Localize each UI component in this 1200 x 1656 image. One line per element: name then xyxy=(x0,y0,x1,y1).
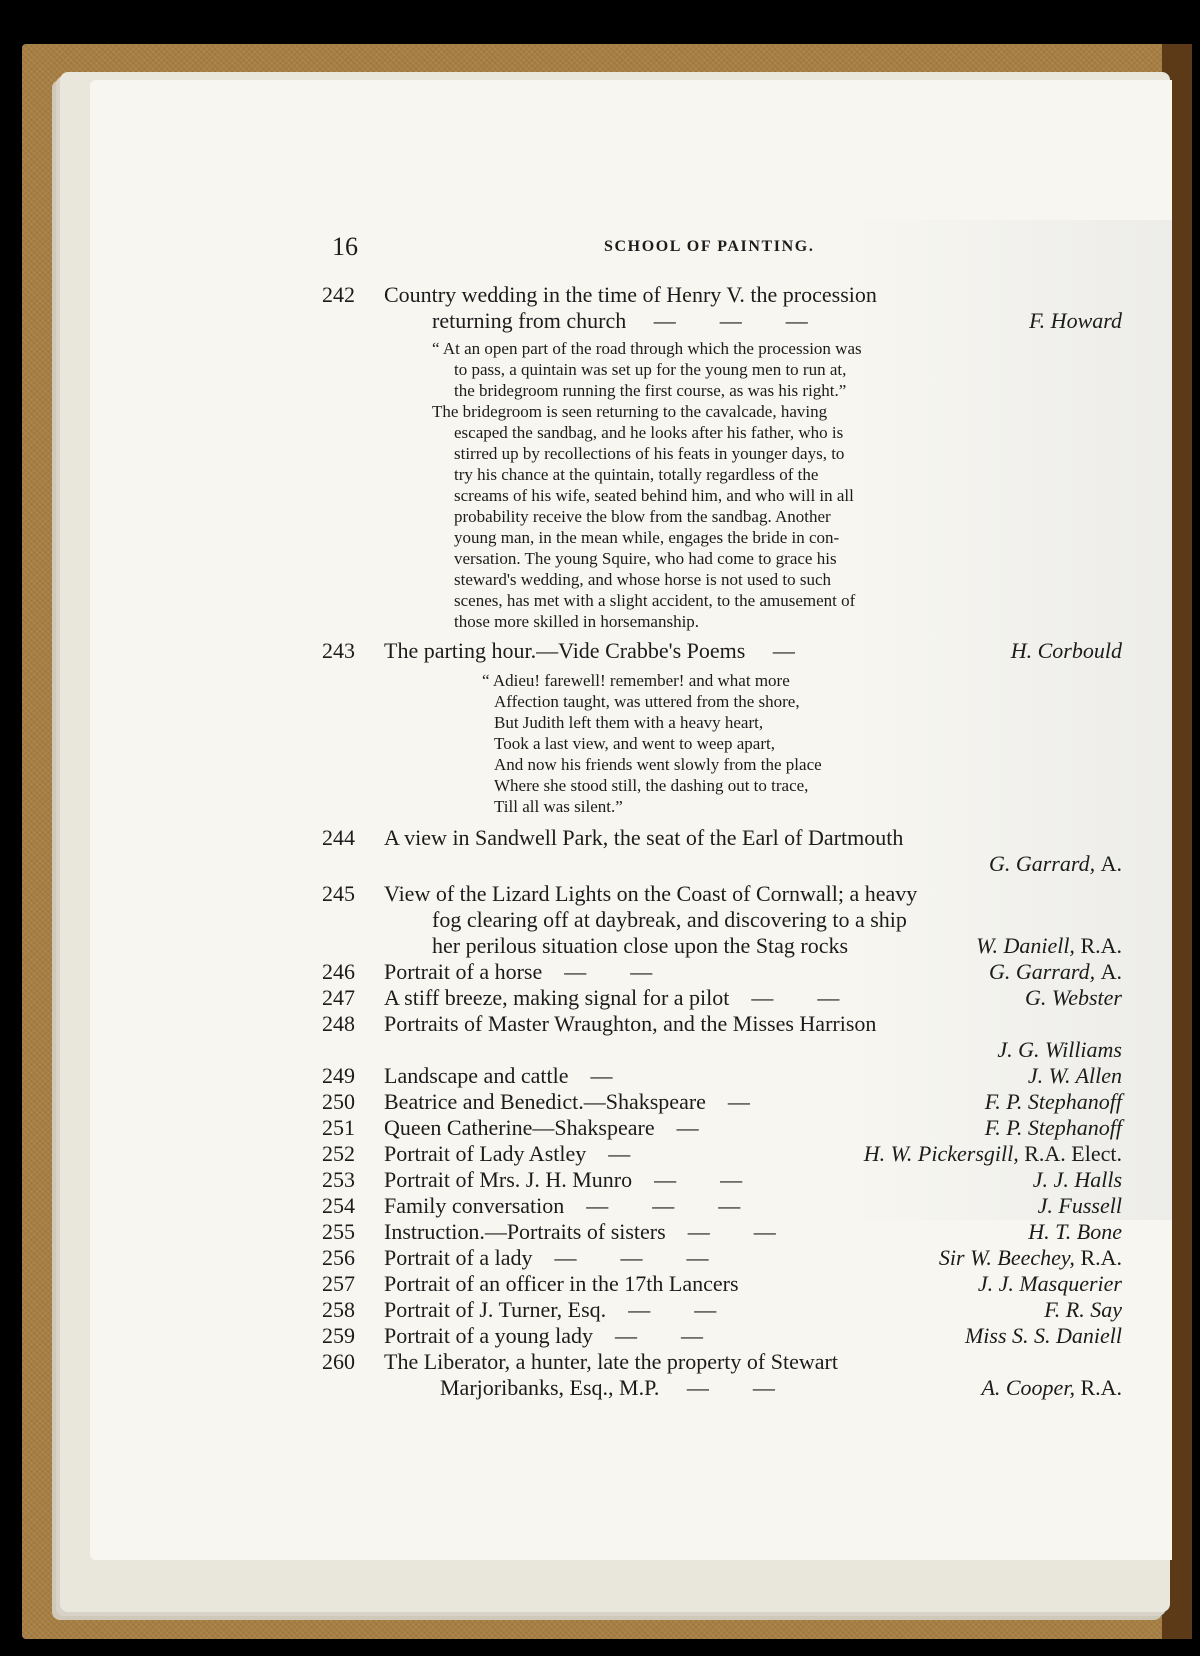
entry-247: 247 A stiff breeze, making signal for a pilot — — G. Webster xyxy=(322,985,1122,1010)
entry-artist: J. G. Williams xyxy=(997,1037,1122,1062)
entry-249: 249 Landscape and cattle — J. W. Allen xyxy=(322,1063,1122,1088)
entry-artist: G. Garrard, A. xyxy=(988,959,1122,984)
entry-artist: J. Fussell xyxy=(1037,1193,1122,1218)
entry-title: Portrait of Lady Astley xyxy=(384,1141,587,1166)
entry-title: A stiff breeze, making signal for a pilot xyxy=(384,985,730,1010)
entry-artist: J. J. Halls xyxy=(1032,1167,1122,1192)
entry-242 xyxy=(322,282,1122,334)
entry-title: View of the Lizard Lights on the Coast of Cornwall; a heavy xyxy=(384,881,918,906)
entry-artist: A. Cooper, R.A. xyxy=(981,1375,1122,1400)
entry-artist: F. P. Stephanoff xyxy=(984,1115,1122,1140)
entry-artist: H. T. Bone xyxy=(1028,1219,1122,1244)
entry-number: 242 xyxy=(322,282,355,307)
entry-243: 243 The parting hour.—Vide Crabbe's Poems — H. Corbould xyxy=(322,638,1122,663)
entry-artist: J. W. Allen xyxy=(1027,1063,1122,1088)
entry-artist: F. Howard xyxy=(1029,308,1122,333)
entry-253: 253 Portrait of Mrs. J. H. Munro — — J. J. Halls xyxy=(322,1167,1122,1192)
entry-257: 257 Portrait of an officer in the 17th Lancers J. J. Masquerier xyxy=(322,1271,1122,1296)
entry-title: Queen Catherine—Shakspeare xyxy=(384,1115,655,1140)
entry-artist: W. Daniell, R.A. xyxy=(976,933,1122,958)
entry-251: 251 Queen Catherine—Shakspeare — F. P. Stephanoff xyxy=(322,1115,1122,1140)
entry-artist: F. R. Say xyxy=(1044,1297,1122,1322)
entry-number: 245 xyxy=(322,881,355,906)
entry-248: 248 Portraits of Master Wraughton, and the Misses Harrison J. G. Williams xyxy=(322,1011,1122,1062)
entry-artist: G. Garrard, A. xyxy=(988,851,1122,876)
entry-title: Portrait of Mrs. J. H. Munro xyxy=(384,1167,633,1192)
entry-title: Portraits of Master Wraughton, and the Misses Harrison xyxy=(384,1011,877,1036)
entry-artist: H. W. Pickersgill, R.A. Elect. xyxy=(863,1141,1122,1166)
entry-258: 258 Portrait of J. Turner, Esq. — — F. R. Say xyxy=(322,1297,1122,1322)
entry-artist: G. Webster xyxy=(1025,985,1122,1010)
entry-250: 250 Beatrice and Benedict.—Shakspeare — F. P. Stephanoff xyxy=(322,1089,1122,1114)
entry-255: 255 Instruction.—Portraits of sisters — — H. T. Bone xyxy=(322,1219,1122,1244)
entry-254: 254 Family conversation — — — J. Fussell xyxy=(322,1193,1122,1218)
entry-title: Portrait of a horse xyxy=(384,959,543,984)
entry-title: The Liberator, a hunter, late the property of Stewart xyxy=(384,1349,838,1374)
entry-244 xyxy=(322,825,1122,877)
entry-256: 256 Portrait of a lady — — — Sir W. Beechey, R.A. xyxy=(322,1245,1122,1270)
catalogue-content xyxy=(322,282,1122,1401)
entry-artist: H. Corbould xyxy=(1010,638,1122,663)
entry-title: Beatrice and Benedict.—Shakspeare xyxy=(384,1089,706,1114)
entry-title: Landscape and cattle xyxy=(384,1063,569,1088)
quote-243: “ Adieu! farewell! remember! and what more Affection taught, was uttered from the shore, But Judith left them with a heavy heart, Took a last view, and went to weep apart, And now his friends went slowly from the place Where she stood still, the dashing out to trace, Till all was silent.” xyxy=(482,671,822,816)
entry-title: Portrait of an officer in the 17th Lancers xyxy=(384,1271,739,1296)
running-title: SCHOOL OF PAINTING. xyxy=(604,238,815,255)
entry-artist: Sir W. Beechey, R.A. xyxy=(938,1245,1122,1270)
entry-title: A view in Sandwell Park, the seat of the Earl of Dartmouth xyxy=(384,825,904,850)
entry-title: Portrait of a lady xyxy=(384,1245,533,1270)
entry-title: Family conversation xyxy=(384,1193,565,1218)
entry-artist: F. P. Stephanoff xyxy=(984,1089,1122,1114)
entry-252: 252 Portrait of Lady Astley — H. W. Pickersgill, R.A. Elect. xyxy=(322,1141,1122,1166)
quote-242: “ At an open part of the road through which the procession was to pass, a quintain was set up for the young men to run at, the bridegroom running the first course, as was his right.” The bridegroom is seen returning to the cavalcade, having escaped the sandbag, and he looks after his father, who is stirred up by recollections of his feats in younger days, to try his chance at the quintain, totally regardless of the screams of his wife, seated behind him, and who will in all probability receive the blow from the sandbag. Another young man, in the mean while, engages the bride in con- versation. The young Squire, who had come to grace his steward's wedding, and whose horse is not used to such scenes, has met with a slight accident, to the amusement of those more skilled in horsemanship. xyxy=(432,339,862,631)
page-header xyxy=(332,232,842,268)
entry-246: 246 Portrait of a horse — — G. Garrard, A. xyxy=(322,959,1122,984)
entry-260: 260 The Liberator, a hunter, late the property of Stewart Marjoribanks, Esq., M.P. — — A. Cooper, R.A. xyxy=(322,1349,1122,1400)
entry-artist: J. J. Masquerier xyxy=(977,1271,1122,1296)
entry-259: 259 Portrait of a young lady — — Miss S. S. Daniell xyxy=(322,1323,1122,1348)
entry-title: Instruction.—Portraits of sisters xyxy=(384,1219,666,1244)
entry-title: Portrait of a young lady xyxy=(384,1323,593,1348)
page-number: 16 xyxy=(332,232,358,261)
entry-245: 245 View of the Lizard Lights on the Coast of Cornwall; a heavy fog clearing off at daybreak, and discovering to a ship her perilous situation close upon the Stag rocks W. Daniell, R.A. xyxy=(322,881,1122,958)
entry-title-cont: returning from church — — — F. Howard xyxy=(432,308,1122,333)
entry-artist: Miss S. S. Daniell xyxy=(964,1323,1122,1348)
entry-title: Portrait of J. Turner, Esq. xyxy=(384,1297,607,1322)
entry-number: 243 xyxy=(322,638,355,663)
entry-number: 244 xyxy=(322,825,355,850)
entry-title: The parting hour.—Vide Crabbe's Poems xyxy=(384,638,746,663)
entry-title: Country wedding in the time of Henry V. the procession xyxy=(384,282,877,307)
